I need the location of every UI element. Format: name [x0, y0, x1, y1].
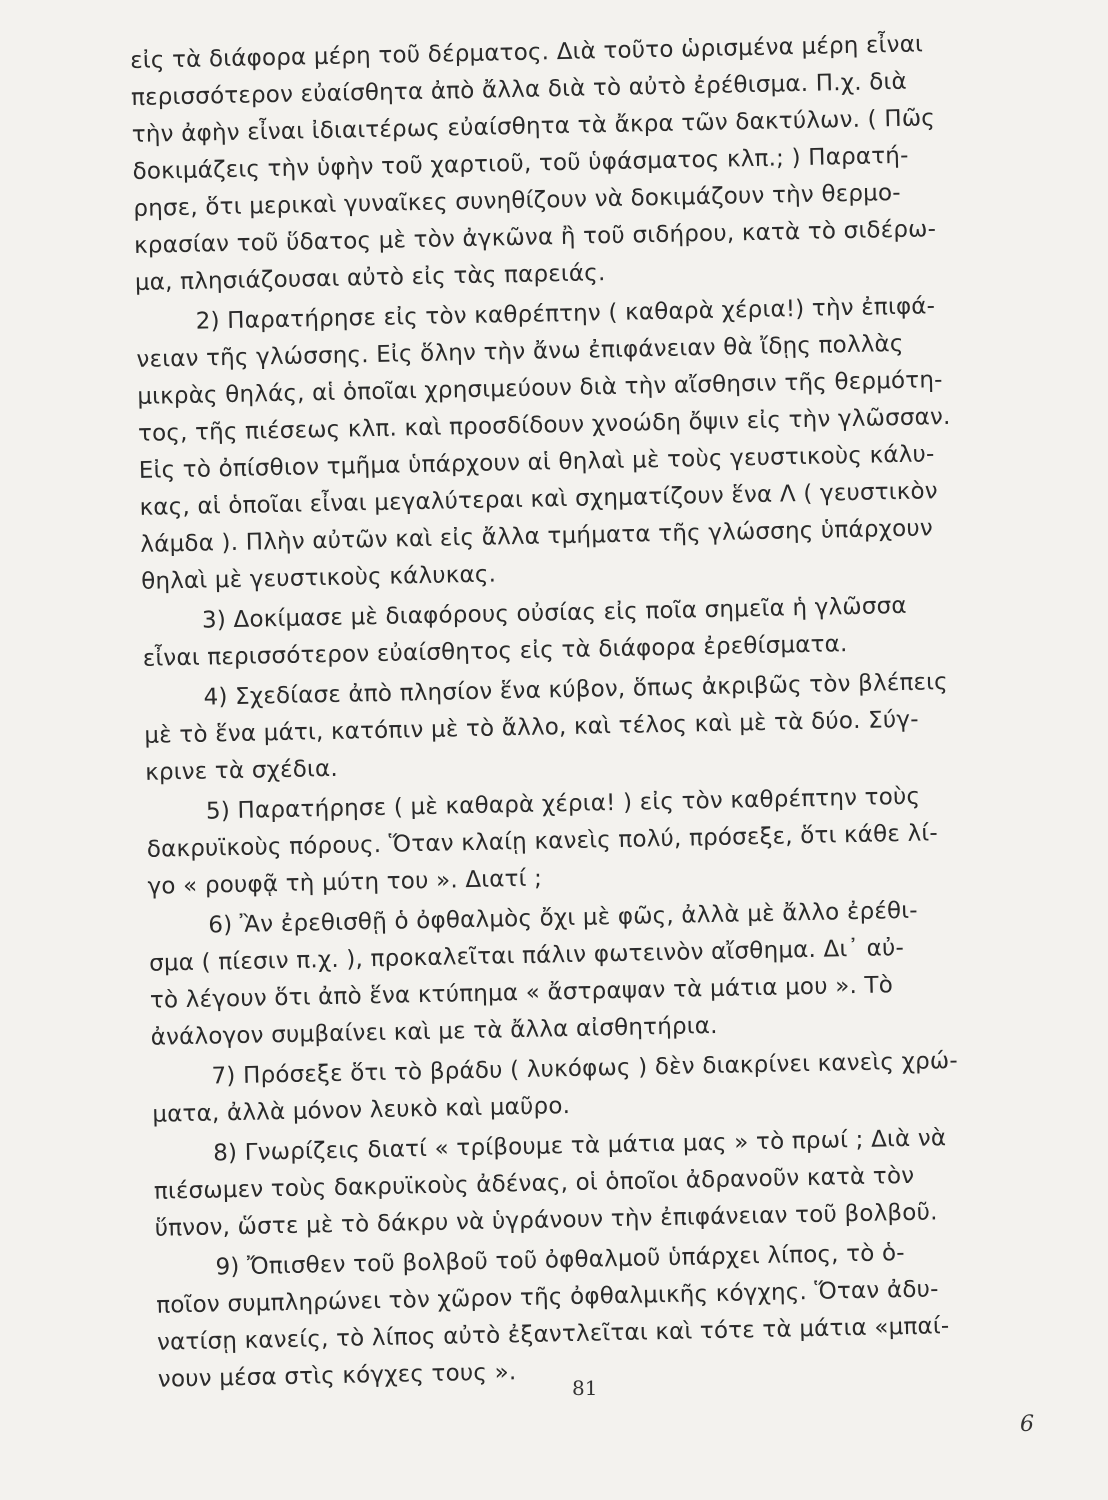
text-line: 3) Δοκίμασε μὲ διαφόρους οὐσίας εἰς ποῖα σημεῖα ἡ γλῶσσα: [201, 592, 908, 634]
text-line: νουν μέσα στὶς κόγχες τους ».: [157, 1359, 517, 1393]
text-line: ὕπνον, ὥστε μὲ τὸ δάκρυ νὰ ὑγράνουν τὴν ἐπιφάνειαν τοῦ βολβοῦ.: [154, 1199, 938, 1242]
text-line: μικρὰς θηλάς, αἱ ὁποῖαι χρησιμεύουν διὰ τὴν αἴσθησιν τῆς θερμότη-: [137, 367, 943, 410]
text-line: πιέσωμεν τοὺς δακρυϊκοὺς ἀδένας, οἱ ὁποῖοι ἀδρανοῦν κατὰ τὸν: [153, 1162, 915, 1205]
text-line: μὲ τὸ ἕνα μάτι, κατόπιν μὲ τὸ ἄλλο, καὶ τέλος καὶ μὲ τὰ δύο. Σύγ-: [144, 706, 919, 749]
text-line: τος, τῆς πιέσεως κλπ. καὶ προσδίδουν χνοώδη ὄψιν εἰς τὴν γλῶσσαν.: [137, 403, 951, 447]
text-line: ρησε, ὅτι μερικαὶ γυναῖκες συνηθίζουν νὰ δοκιμάζουν τὴν θερμο-: [133, 179, 902, 222]
text-line: νειαν τῆς γλώσσης. Εἰς ὅλην τὴν ἄνω ἐπιφάνειαν θὰ ἴδῃς πολλὰς: [136, 330, 904, 373]
text-line: λάμδα ). Πλὴν αὐτῶν καὶ εἰς ἄλλα τμήματα τῆς γλώσσης ὑπάρχουν: [140, 515, 934, 558]
text-line: τὸ λέγουν ὅτι ἀπὸ ἕνα κτύπημα « ἄστραψαν τὰ μάτια μου ». Τὸ: [149, 972, 894, 1014]
text-line: 9) Ὄπισθεν τοῦ βολβοῦ τοῦ ὀφθαλμοῦ ὑπάρχει λίπος, τὸ ὁ-: [215, 1240, 906, 1281]
text-line: ποῖον συμπληρώνει τὸν χῶρον τῆς ὀφθαλμικῆς κόγχης. Ὅταν ἀδυ-: [156, 1276, 939, 1319]
text-line: ματα, ἀλλὰ μόνον λευκὸ καὶ μαῦρο.: [152, 1093, 571, 1128]
text-line: εἶναι περισσότερον εὐαίσθητος εἰς τὰ διάφορα ἐρεθίσματα.: [142, 631, 848, 672]
text-line: κρασίαν τοῦ ὕδατος μὲ τὸν ἀγκῶνα ἢ τοῦ σιδήρου, κατὰ τὸ σιδέρω-: [133, 216, 937, 259]
text-line: τὴν ἀφὴν εἶναι ἰδιαιτέρως εὐαίσθητα τὰ ἄκρα τῶν δακτύλων. ( Πῶς: [131, 105, 936, 148]
text-line: 7) Πρόσεξε ὅτι τὸ βράδυ ( λυκόφως ) δὲν διακρίνει κανεὶς χρώ-: [211, 1047, 959, 1090]
text-line: 8) Γνωρίζεις διατί « τρίβουμε τὰ μάτια μας » τὸ πρωί ; Διὰ νὰ: [212, 1125, 947, 1167]
text-line: δακρυϊκοὺς πόρους. Ὅταν κλαίῃ κανεὶς πολύ, πρόσεξε, ὅτι κάθε λί-: [146, 820, 939, 863]
text-line: 4) Σχεδίασε ἀπὸ πλησίον ἕνα κύβον, ὅπως ἀκριβῶς τὸν βλέπεις: [203, 669, 949, 711]
text-line: Εἰς τὸ ὀπίσθιον τμῆμα ὑπάρχουν αἱ θηλαὶ μὲ τοὺς γευστικοὺς κάλυ-: [138, 441, 935, 484]
text-line: δοκιμάζεις τὴν ὑφὴν τοῦ χαρτιοῦ, τοῦ ὑφάσματος κλπ.; ) Παρατή-: [132, 142, 909, 185]
text-line: νατίσῃ κανείς, τὸ λίπος αὐτὸ ἐξαντλεῖται καὶ τότε τὰ μάτια «μπαί-: [156, 1313, 950, 1356]
text-line: 6) Ἂν ἐρεθισθῇ ὁ ὀφθαλμὸς ὄχι μὲ φῶς, ἀλλὰ μὲ ἄλλο ἐρέθι-: [208, 897, 919, 939]
text-line: εἰς τὰ διάφορα μέρη τοῦ δέρματος. Διὰ τοῦτο ὡρισμένα μέρη εἶναι: [130, 31, 924, 74]
text-line: περισσότερον εὐαίσθητα ἀπὸ ἄλλα διὰ τὸ αὐτὸ ἐρέθισμα. Π.χ. διὰ: [130, 68, 908, 111]
text-line: κας, αἱ ὁποῖαι εἶναι μεγαλύτεραι καὶ σχηματίζουν ἕνα Λ ( γευστικὸν: [139, 478, 939, 521]
signature-mark: 6: [1020, 1412, 1034, 1437]
text-line: 5) Παρατήρησε ( μὲ καθαρὰ χέρια! ) εἰς τὸν καθρέπτην τοὺς: [205, 783, 921, 825]
text-line: θηλαὶ μὲ γευστικοὺς κάλυκας.: [140, 561, 497, 595]
text-line: κρινε τὰ σχέδια.: [144, 755, 339, 786]
text-line: ἀνάλογον συμβαίνει καὶ με τὰ ἄλλα αἰσθητήρια.: [150, 1012, 718, 1051]
text-line: σμα ( πίεσιν π.χ. ), προκαλεῖται πάλιν φωτεινὸν αἴσθημα. Δι᾽ αὐ-: [148, 934, 905, 977]
text-line: γο « ρουφᾷ τὴ μύτη του ». Διατί ;: [147, 865, 543, 900]
text-line: μα, πλησιάζουσαι αὐτὸ εἰς τὰς παρειάς.: [134, 260, 606, 296]
text-line: 2) Παρατήρησε εἰς τὸν καθρέπτην ( καθαρὰ χέρια!) τὴν ἐπιφά-: [195, 293, 936, 335]
page-number: 81: [572, 1376, 598, 1400]
